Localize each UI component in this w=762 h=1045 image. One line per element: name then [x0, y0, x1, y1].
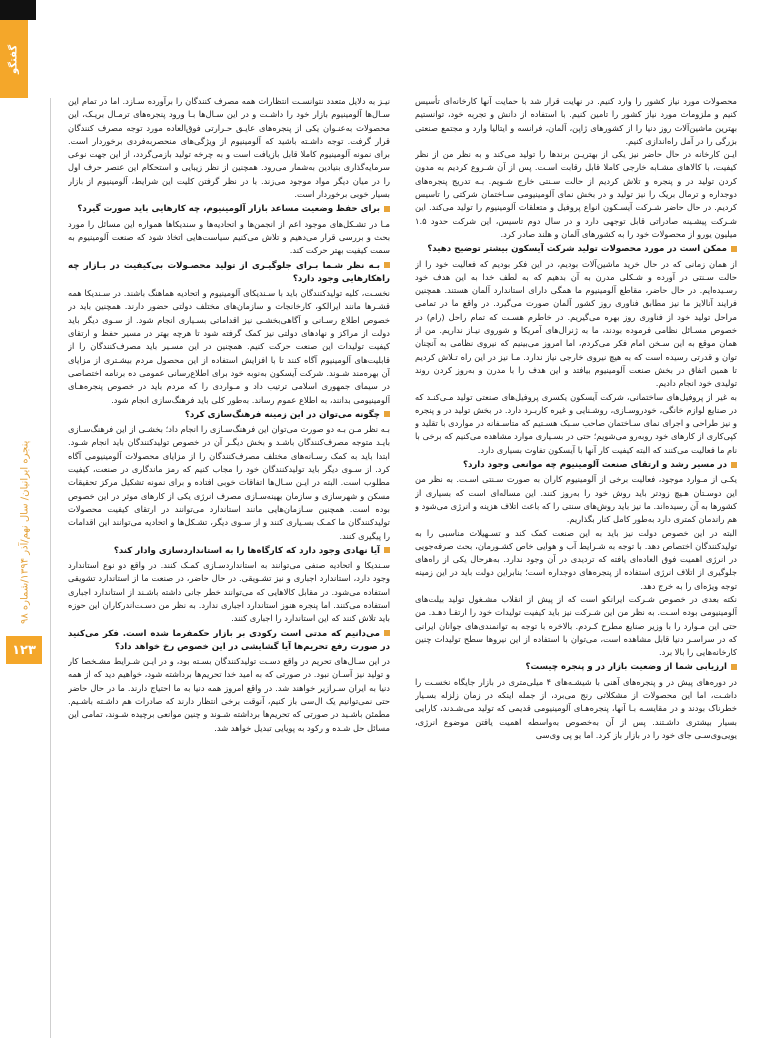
- answer-paragraph: از همان زمانی که در حال خرید ماشین‌آلات بودیم، در این فکر بودیم که فعالیت خود را از حالت سـنتی در آورده و شـکلی مدرن به آن بدهیم که به لطف خدا به این هدف خود رسـیده‌ایم. در حال حاضر، مقاطع آلومینیوم ما همگی دارای استاندارد آلمان هستند. همچنین فرایند آنالایز ما نیز مطابق فناوری روز کشور آلمان صورت می‌گیرد. در واقع ما در تمامی مراحل تولید خود از فناوری روز بهره می‌گیریم. در خاطرم هسـت که تمام راحل (رام) در خصوص مسـائل نظامی فرموده بودند، ما به ژنرال‌های آمریکا و شوروی نیـاز نداریم. من از همان موقع به این سـخن امام فکر می‌کردم، اما امروز می‌بینیم که نیروی نظامی به آنچنان توان و قدرتی رسیده است که به هیچ نیروی خارجی نیاز ندارد. مـا نیز در این راه تـلاش کردیم تا همین اتفاق در بخش صنعت آلومینیوم بیافتد و این هدف را با مدرن و به‌روز کردن روند تولیدی خود انجام دادیم.: [415, 258, 737, 389]
- issue-footer: پنجره ایرانیان/ سال نهم/آذر ۱۳۹۴/شماره ۹۸: [19, 440, 31, 625]
- answer-paragraph: به غیر از پروفیل‌های ساختمانی، شرکت آیسکون یکسری پروفیل‌های صنعتی تولید مـی‌کنـد که در صنایع لوازم خانگی، خودروسـازی، روشـنایی و غیره کاربـرد دارد. در بخش تولید در و پنجره و نیز طراحی و اجرای نمای سـاختمان صاحب سـبک هسـتیم که متاسـفانه در مواردی با تقلید و کپی‌کاری از کارهای خود روبه‌رو می‌شویم؛ حتی در بسـیاری موارد مشاهده می‌کنیم که برخی با نام ما فعالیت می‌کنند که البته کیفیت کار آنها با آیسکون تفاوت بسیاری دارد.: [415, 391, 737, 455]
- top-black-strip: [0, 0, 36, 20]
- question-marker: [384, 206, 390, 212]
- interview-question: [68, 545, 390, 558]
- question-text: بـه نظر شـما بـرای جلوگیـری از تولید محصـولات بی‌کیفیت در بـازار چه راهکارهایی وجود دارد؟: [68, 260, 390, 284]
- question-marker: [384, 262, 390, 268]
- question-marker: [731, 462, 737, 468]
- article-column-left: [68, 95, 390, 1035]
- answer-paragraph: نیـز به دلایل متعدد نتوانسـت انتظارات همه مصرف کنندگان را برآورده سـازد. اما در تمام این سـال‌ها آلومینیوم بازار خود را داشـت و در این سـال‌ها بـا ورود پنجره‌های ترمـال بریـک، این محصولات به‌عنـوان یکی از پنجره‌های عایـق حـرارتی فوق‌العاده مورد توجه مصرف کنندگان قرار گرفت. توجه داشـته باشید که آلومینیوم از ویژگی‌های منحصربه‌فردی برخوردار است. برای نمونه آلومینیوم کاملا قابل بازیافت است و به چرخه تولید بازمی‌گردد، از این جهت نوعی سرمایه‌گذاری بنیادین به‌شمار می‌رود. همچنین از نظر زیبایی و استحکام این عنصر حرف اول را در میان دیگر مواد موجود می‌زند. با در نظر گرفتن کلیت این شرایط، آلومینیوم از بازار بسیار خوبی برخوردار است.: [68, 96, 390, 200]
- interview-question: [68, 628, 390, 655]
- interview-question: [415, 243, 737, 256]
- page-number: ۱۲۳: [6, 636, 42, 664]
- question-text: ارزیابی شما از وضعیت بازار در و پنجره چیست؟: [525, 662, 727, 673]
- question-text: چگونه می‌توان در این زمینه فرهنگ‌سازی کرد؟: [184, 409, 380, 420]
- answer-paragraph: نخسـت، کلیه تولیدکنندگان باید با سـندیکای آلومینیوم و اتحادیه هماهنگ باشند. در سـندیکا همه قشـرها مانند ایرالکو، کارخانجات و سازمان‌های مختلف دولتی حضور دارند. همچنین باید در خصوص اطلاع رسـانی و آگاهی‌بخشـی نیز اقداماتی بسـیاری انجام شود. از سـوی دیگر باید دولت از مراکز و نهادهای دولتی نیز کمک گرفته شود تا هرچه بهتر در مسیر حفظ و ارتقای کیفیت تولیدات این صنعت حرکت کنیم. همچنین در این مسـیر باید مصرف‌کنندگان را از قابلیت‌های آلومینیوم آگاه کنند تا با افزایش استفاده از این محصول مردم بیشـتری از مزایای آن بهره‌مند شـوند. شرکت آیسکون به‌نوبه خود برای اطلاع‌رسانی عمومی ده برنامه اختصاصی در سیمای جمهوری اسلامی ترتیب داد و مـواردی را که مردم باید در خصوص پنجره‌هـای آلومینیومی بدانند، به اطلاع عموم رساند. به‌طور کلی باید فرهنگ‌سازی انجام شود.: [68, 288, 390, 405]
- question-text: برای حفظ وضعیت مساعد بازار آلومینیوم، چه کارهایی باید صورت گیرد؟: [77, 204, 380, 215]
- answer-paragraph: ایـن کارخانه در حال حاضر نیز یکی از بهتریـن برندها را تولید می‌کند و به نظر من از نظر کیفیت، با کالاهای مشـابه خارجی کاملا قابل رقابت اسـت. پس از آن شـروع کردیم به مدون کردن تولید در و پنجره و تلاش کردیم از حالت سـنتی خارج شـویم. بـه تدریج پنجره‌های دوجداره و ترمال بریک را نیز تولید و در بخش نمای آلومینیومی سـاختمان شرکتی را تاسیس کردیم. در حال حاضر شـرکت آیسـکون انواع پروفیل و متعلقات آلومینیوم را تولید می‌کند. این شـرکت پیشـینه صادراتی قابل توجهی دارد و در سال دوم تاسیس، این شرکت حدود ۱.۵ میلیون یورو از محصولات خود را به کشورهای آلمان و هلند صادر کرد.: [415, 149, 737, 239]
- interview-question: [68, 409, 390, 422]
- answer-paragraph: البته در این خصوص دولت نیز باید به این صنعت کمک کند و تسـهیلات مناسبی را به تولیدکنندگان اختصاص دهد. با توجه به شـرایط آب و هوایی خاص کشـورمان، بحث صرفه‌جویی در انرژی اهمیت فوق العاده‌ای یافته که تردیدی در آن وجود ندارد. به‌هرحال یکی از راه‌های جلوگیری از اتلاف انرژی استفاده از پنجره‌های دوجداره است؛ بنابراین دولت باید در این زمینه توجه ویژه‌ای را به خرج دهد.: [415, 527, 737, 591]
- question-marker: [384, 411, 390, 417]
- answer-paragraph: مـا در تشـکل‌های موجود اعم از انجمن‌ها و اتحادیه‌ها و سندیکاها همواره این مسائل را مورد بحث و بررسی قرار می‌دهیم و تلاش می‌کنیم سیاست‌هایی اتخاذ شود که صنعت آلومینیوم به سمت کیفیت بهتر حرکت کند.: [68, 218, 390, 256]
- answer-paragraph: بـه نظر مـن بـه دو صورت می‌توان این فرهنگ‌سـازی را انجام داد؛ بخشـی از این فرهنگ‌سـازی بایـد متوجه مصرف‌کنندگان باشـد و بخش دیگـر آن در خصوص تولیدکنندگان باید انجام شـود. ابتدا باید به کمک رسـانه‌های مختلف مصرف‌کنندگان را از مزایای محصولات آلومینیومی آگاه کرد. از سـوی دیگر باید تولیدکنندگان خود را مجاب کنیم که رمز ماندگاری در صنعت، کیفیت مطلوب است. البته در ایـن سـال‌ها اتفاقات خوبی افتاده و برای نمونه تشکیل مرکز تحقیقات مسکن و شهرسازی و سازمان بهینه‌سـازی مصرف انرژی یکی از کارهای موثر در این خصوص بوده است. همچنین سـازمان‌هایی مانند استاندارد می‌توانند در ارتقای کیفیت محصولات تولیدکنندگان ما کمـک بسـیاری کنند و از سـوی دیگر، تشـکل‌ها و اتحادیه می‌توانند این اقدامات را پیگیری کنند.: [68, 424, 390, 541]
- answer-paragraph: نکته بعدی در خصوص شـرکت ایرانکو است که از پیش از انقلاب مشـغول تولید بیلت‌های آلومینیومی بوده اسـت. به نظر من این شـرکت نیز باید کیفیت تولیدات خود را ارتقـا دهـد. من حتی این مـوارد را با وزیر صنایع مطرح کـردم. بالاخره با توجه به توانمندی‌های جوانان ایرانی که در سراسـر دنیا قابل مشاهده است، می‌توان با استفاده از این نیروها سطح تولیدات چنین کارخانه‌هایی را بالا برد.: [415, 593, 737, 658]
- answer-paragraph: سـندیکا و اتحادیه صنفی می‌توانند به استانداردسـازی کمـک کنند. در واقع دو نوع استاندارد وجود دارد، استاندارد اجباری و نیز تشـویقی. در حال حاضر، در صنعت ما از استاندارد تشویقی استفاده می‌شود. در مقابل کالاهایی که می‌توانند خطر جانی داشته باشـند از استاندارد اجباری استفاده می‌کنند. اما پنجره هنوز استاندارد اجباری ندارد. به نظر من دسـت‌اندرکاران این حوزه باید تلاش کنند که این استاندارد را اجباری کنند.: [68, 560, 390, 624]
- question-marker: [731, 246, 737, 252]
- interview-question: [68, 260, 390, 287]
- article-column-right: [415, 95, 737, 1035]
- question-text: می‌دانیم که مدتی است رکودی بر بازار حکمفرما شده است. فکر می‌کنید در صورت رفع تحریم‌ها آیا گشایشی در این خصوص رخ خواهد داد؟: [68, 628, 390, 652]
- question-text: ممکن است در مورد محصولات تولید شرکت آیسکون بیشتر توضیح دهید؟: [427, 244, 727, 255]
- answer-paragraph: محصولات مورد نیاز کشور را وارد کنیم. در نهایت قرار شد با حمایت آنها کارخانه‌ای تأسیس کنیم و ملزومات مورد نیاز کشور را تامین کنیم. با استفاده از دانش و تجربه خود، توانستیم بهترین ماشین‌آلات روز دنیا را از کشورهای ژاپن، آلمان، فرانسه و ایتالیا وارد و مجتمع صنعتی بزرگی را در آمل راه‌اندازی کنیم.: [415, 96, 737, 146]
- question-marker: [384, 630, 390, 636]
- interview-question: [415, 459, 737, 472]
- question-marker: [384, 547, 390, 553]
- answer-paragraph: یکـی از مـوارد موجود، فعالیت برخی از آلومینیوم کاران به صورت سـنتی اسـت. به نظر من این دوسـتان هـیچ زودتر باید روش خود را به‌روز کنند. این مساله‌ای است که بسیاری از کشورها به آن رسیده‌اند. ما نیز باید روش‌های سنتی را که باعث اتلاف هزینه و انرژی می‌شود و هم راندمان کمتری دارد به‌طور کامل کنار بگذاریم.: [415, 474, 737, 525]
- margin-divider: [50, 98, 51, 1038]
- interview-question: [68, 203, 390, 216]
- section-tab-label: گفتگو: [8, 44, 20, 74]
- question-text: آیا نهادی وجود دارد که کارگاه‌ها را به استانداردسازی وادار کند؟: [113, 545, 380, 556]
- question-text: در مسیر رشد و ارتقای صنعت آلومینیوم چه موانعی وجود دارد؟: [462, 460, 727, 471]
- answer-paragraph: در این سـال‌های تحریم در واقع دسـت تولیدکنندگان بسـته بود، و در ایـن شـرایط مشـخصا کار و تولید نیز آسـان نبود. در صورتی که به امید خدا تحریم‌ها برداشته شود، خواهیم دید که از همه دنیا به ایران سـرازیر خواهند شد. در واقع امروز همه دنیا به ما احتیاج دارند. ما در حال حاضر حتی نمی‌توانیم یک ال‌سی باز کنیم، آنوقت برخی انتظار دارند که صادرات هم داشـته باشـیم. مطمئن باشـید در صورتی که تحریم‌ها برداشته شـوند و چنین موانعی برچیده شـوند، تمامی این مسائل حل شـده و رکود به پویایی تبدیل خواهد شد.: [68, 656, 390, 733]
- interview-question: [415, 661, 737, 674]
- answer-paragraph: در دوره‌های پیش در و پنجره‌های آهنی با شیشـه‌های ۴ میلی‌متری در بازار جایگاه نخسـت را داشـت، اما این محصولات از مشکلاتی رنج می‌برد، از جمله اینکه در زمان زلزله بسـیار خطرناک بودند و در مقایسـه بـا آنها، پنجره‌هـای آلومینیومی قدیمی که تولید می‌شـدند، کارایی بسیار بیشتری داشـتند. پس از آن به‌خصوص به‌واسطه اهمیت یافتن موضوع انرژی، یویی‌وی‌سـی جای خود را در بازار باز کرد. اما یو پی وی‌سی: [415, 676, 737, 740]
- question-marker: [731, 664, 737, 670]
